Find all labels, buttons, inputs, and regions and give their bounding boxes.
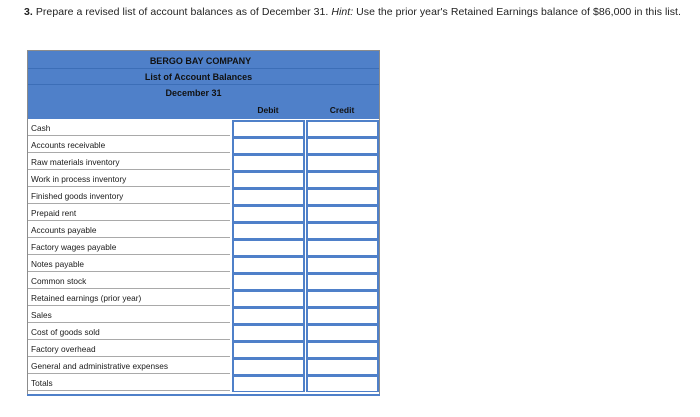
- debit-input[interactable]: [234, 122, 303, 136]
- debit-cell: [232, 239, 305, 256]
- account-name: General and administrative expenses: [28, 358, 230, 374]
- credit-cell: [306, 324, 379, 341]
- debit-cell: [232, 154, 305, 171]
- table-row: [28, 341, 379, 358]
- debit-cell: [232, 171, 305, 188]
- debit-cell: [232, 120, 305, 137]
- credit-cell: [306, 307, 379, 324]
- credit-input[interactable]: [308, 360, 377, 374]
- debit-cell: [232, 222, 305, 239]
- account-name: Common stock: [28, 273, 230, 289]
- hint-text: Use the prior year's Retained Earnings balance of $86,000 in this list.: [353, 6, 681, 18]
- table-row: [28, 239, 379, 256]
- table-row: [28, 324, 379, 341]
- table-row: [28, 205, 379, 222]
- header-divider: [28, 68, 379, 69]
- account-name: Finished goods inventory: [28, 188, 230, 204]
- credit-cell: [306, 273, 379, 290]
- worksheet-bottom-border: [27, 394, 380, 396]
- table-row: [28, 375, 379, 392]
- debit-input[interactable]: [234, 139, 303, 153]
- account-name: Cash: [28, 120, 230, 136]
- account-name: Sales: [28, 307, 230, 323]
- debit-input[interactable]: [234, 309, 303, 323]
- credit-cell: [306, 290, 379, 307]
- worksheet-header: [28, 51, 379, 119]
- credit-cell: [306, 358, 379, 375]
- debit-input[interactable]: [234, 292, 303, 306]
- debit-cell: [232, 256, 305, 273]
- table-row: [28, 171, 379, 188]
- table-row: [28, 273, 379, 290]
- table-row: [28, 307, 379, 324]
- account-name: Cost of goods sold: [28, 324, 230, 340]
- debit-input[interactable]: [234, 377, 303, 391]
- credit-cell: [306, 137, 379, 154]
- table-row: [28, 358, 379, 375]
- question-number: 3.: [24, 6, 33, 18]
- hint-label: Hint:: [331, 6, 354, 18]
- debit-input[interactable]: [234, 275, 303, 289]
- debit-column-header: Debit: [257, 105, 279, 115]
- debit-cell: [232, 324, 305, 341]
- credit-input[interactable]: [308, 190, 377, 204]
- account-name: Accounts payable: [28, 222, 230, 238]
- credit-input[interactable]: [308, 309, 377, 323]
- worksheet-title: List of Account Balances: [144, 72, 253, 82]
- credit-cell: [306, 188, 379, 205]
- account-name: Factory overhead: [28, 341, 230, 357]
- debit-cell: [232, 341, 305, 358]
- table-row: [28, 188, 379, 205]
- credit-cell: [306, 222, 379, 239]
- header-divider: [28, 84, 379, 85]
- debit-input[interactable]: [234, 173, 303, 187]
- account-balances-worksheet: [27, 50, 380, 395]
- account-name: Notes payable: [28, 256, 230, 272]
- credit-cell: [306, 154, 379, 171]
- credit-input[interactable]: [308, 292, 377, 306]
- table-row: [28, 290, 379, 307]
- debit-cell: [232, 307, 305, 324]
- credit-input[interactable]: [308, 377, 377, 391]
- account-name: Totals: [28, 375, 230, 391]
- debit-cell: [232, 273, 305, 290]
- credit-cell: [306, 120, 379, 137]
- credit-cell: [306, 239, 379, 256]
- credit-input[interactable]: [308, 326, 377, 340]
- debit-input[interactable]: [234, 343, 303, 357]
- credit-cell: [306, 256, 379, 273]
- credit-input[interactable]: [308, 139, 377, 153]
- debit-cell: [232, 137, 305, 154]
- table-row: [28, 137, 379, 154]
- table-row: [28, 120, 379, 137]
- account-name: Retained earnings (prior year): [28, 290, 230, 306]
- account-name: Work in process inventory: [28, 171, 230, 187]
- account-name: Prepaid rent: [28, 205, 230, 221]
- debit-cell: [232, 290, 305, 307]
- debit-input[interactable]: [234, 241, 303, 255]
- credit-cell: [306, 341, 379, 358]
- debit-cell: [232, 358, 305, 375]
- credit-input[interactable]: [308, 258, 377, 272]
- credit-input[interactable]: [308, 343, 377, 357]
- table-row: [28, 154, 379, 171]
- account-name: Accounts receivable: [28, 137, 230, 153]
- debit-input[interactable]: [234, 258, 303, 272]
- credit-input[interactable]: [308, 241, 377, 255]
- credit-cell: [306, 375, 379, 392]
- table-row: [28, 256, 379, 273]
- debit-input[interactable]: [234, 326, 303, 340]
- credit-column-header: Credit: [329, 105, 355, 115]
- question-text: Prepare a revised list of account balances as of December 31.: [32, 6, 332, 18]
- credit-input[interactable]: [308, 207, 377, 221]
- debit-input[interactable]: [234, 224, 303, 238]
- account-name: Raw materials inventory: [28, 154, 230, 170]
- debit-input[interactable]: [234, 190, 303, 204]
- table-row: [28, 222, 379, 239]
- debit-input[interactable]: [234, 207, 303, 221]
- question-instructions: [24, 5, 684, 19]
- debit-input[interactable]: [234, 156, 303, 170]
- credit-input[interactable]: [308, 122, 377, 136]
- debit-cell: [232, 375, 305, 392]
- debit-cell: [232, 205, 305, 222]
- debit-cell: [232, 188, 305, 205]
- worksheet-date: December 31: [165, 88, 222, 98]
- credit-cell: [306, 171, 379, 188]
- company-name: BERGO BAY COMPANY: [149, 56, 252, 66]
- credit-input[interactable]: [308, 156, 377, 170]
- credit-input[interactable]: [308, 224, 377, 238]
- account-name: Factory wages payable: [28, 239, 230, 255]
- credit-input[interactable]: [308, 275, 377, 289]
- credit-cell: [306, 205, 379, 222]
- credit-input[interactable]: [308, 173, 377, 187]
- debit-input[interactable]: [234, 360, 303, 374]
